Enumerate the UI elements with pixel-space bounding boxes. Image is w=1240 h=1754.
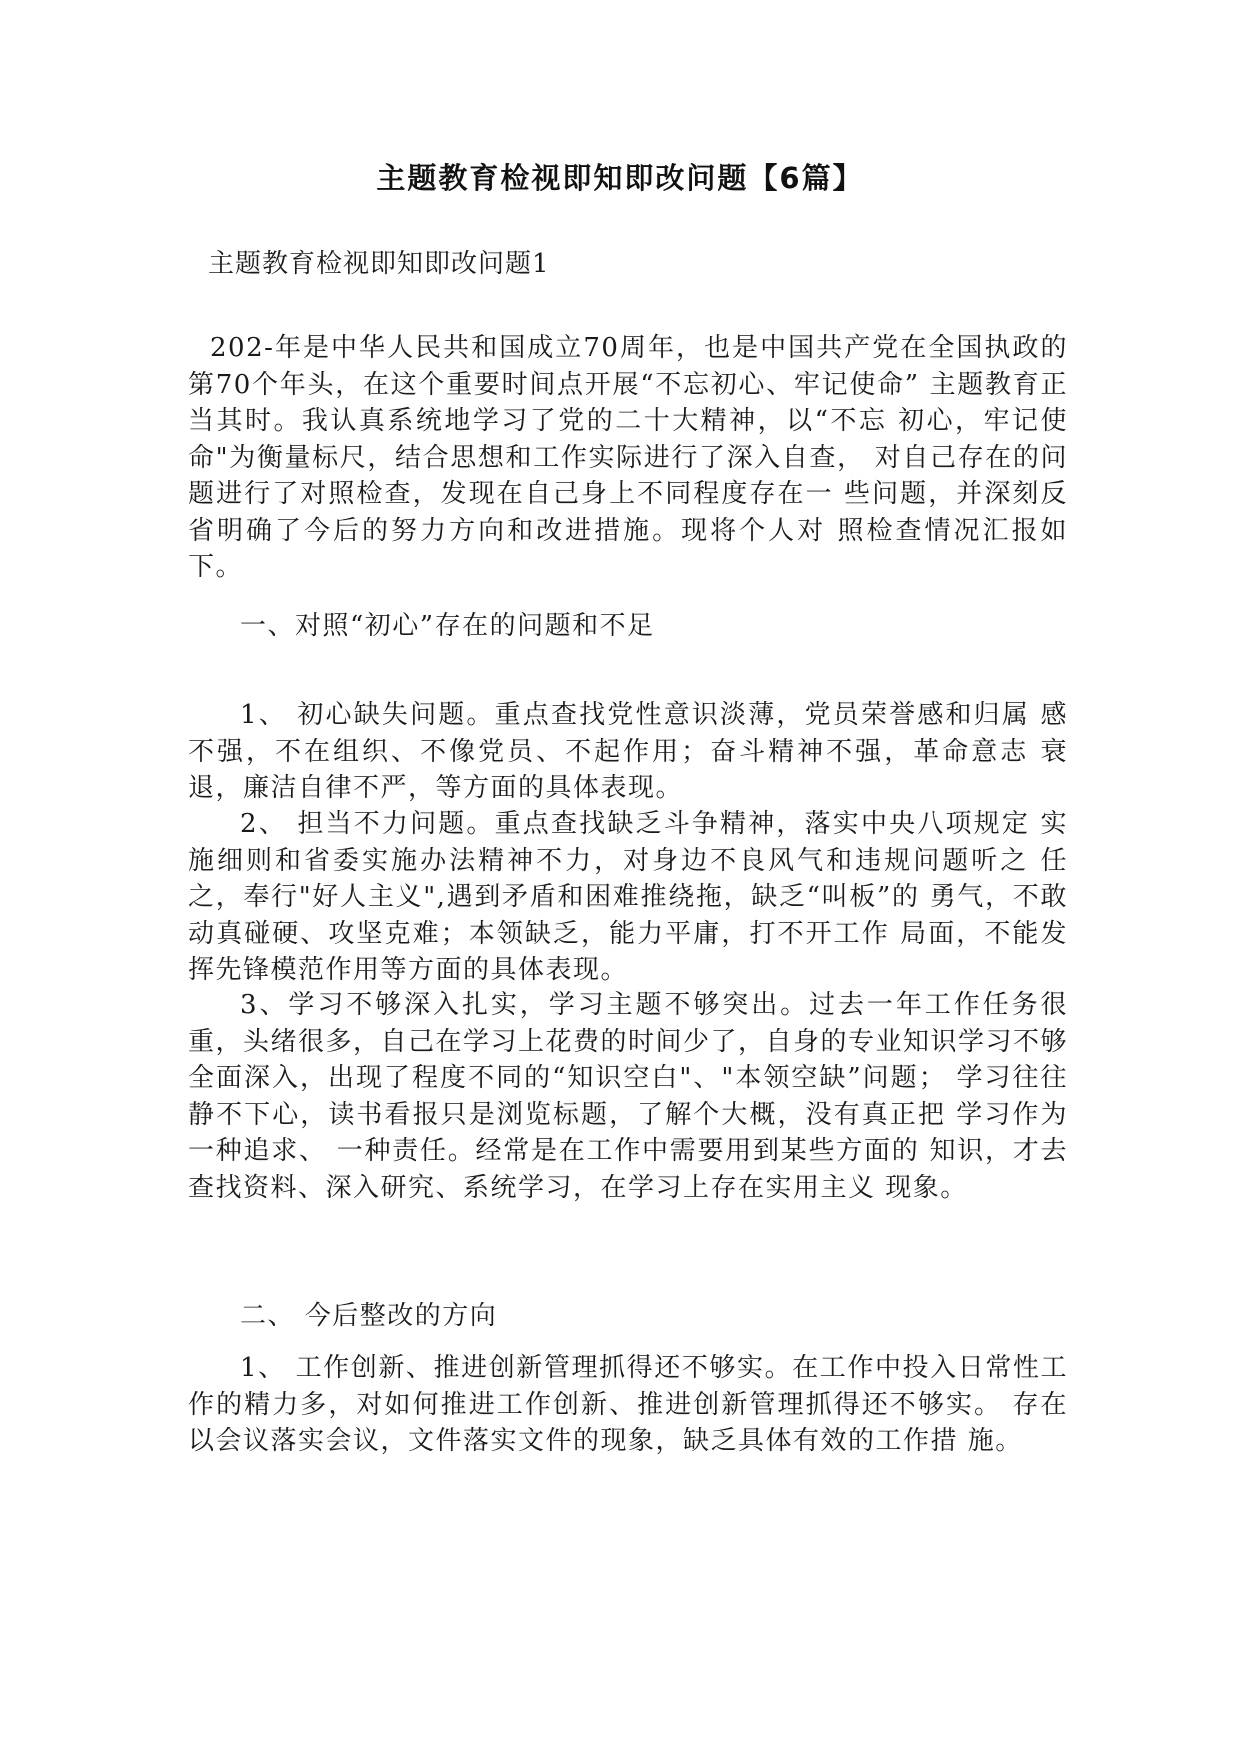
intro-paragraph: 202-年是中华人民共和国成立70周年，也是中国共产党在全国执政的第70个年头，在这个重要时间点开展“不忘初心、牢记使命” 主题教育正当其时。我认真系统地学习了党的二十大精神，以“不忘 初心，牢记使命"为衡量标尺，结合思想和工作实际进行了深入自查， 对自己存在的问题进行了对照检查，发现在自己身上不同程度存在一 些问题，并深刻反省明确了今后的努力方向和改进措施。现将个人对 照检查情况汇报如下。: [188, 333, 1068, 582]
section1-item-2: 2、 担当不力问题。重点查找缺乏斗争精神，落实中央八项规定 实施细则和省委实施办法精神不力，对身边不良风气和违规问题听之 任之，奉行"好人主义",遇到矛盾和困难推绕拖，缺乏“叫板”的 勇气，不敢动真碰硬、攻坚克难；本领缺乏，能力平庸，打不开工作 局面，不能发挥先锋模范作用等方面的具体表现。: [188, 809, 1068, 985]
document-title: 主题教育检视即知即改问题【6篇】: [376, 161, 864, 195]
article-subtitle: 主题教育检视即知即改问题1: [208, 249, 550, 279]
section-heading-2: 二、 今后整改的方向: [240, 1301, 498, 1331]
section2-item-1: 1、 工作创新、推进创新管理抓得还不够实。在工作中投入日常性工作的精力多，对如何推进工作创新、推进创新管理抓得还不够实。 存在以会议落实会议，文件落实文件的现象，缺乏具体有效的工作措 施。: [188, 1353, 1068, 1456]
section1-item-3: 3、学习不够深入扎实，学习主题不够突出。过去一年工作任务很重，头绪很多，自己在学习上花费的时间少了，自身的专业知识学习不够全面深入，出现了程度不同的“知识空白"、"本领空缺”问题； 学习往往静不下心，读书看报只是浏览标题，了解个大概，没有真正把 学习作为一种追求、 一种责任。经常是在工作中需要用到某些方面的 知识，才去查找资料、深入研究、系统学习，在学习上存在实用主义 现象。: [188, 990, 1069, 1203]
section1-item-1: 1、 初心缺失问题。重点查找党性意识淡薄，党员荣誉感和归属 感不强，不在组织、不像党员、不起作用；奋斗精神不强，革命意志 衰退，廉洁自律不严，等方面的具体表现。: [188, 700, 1068, 803]
section-heading-1: 一、对照“初心”存在的问题和不足: [240, 611, 655, 641]
